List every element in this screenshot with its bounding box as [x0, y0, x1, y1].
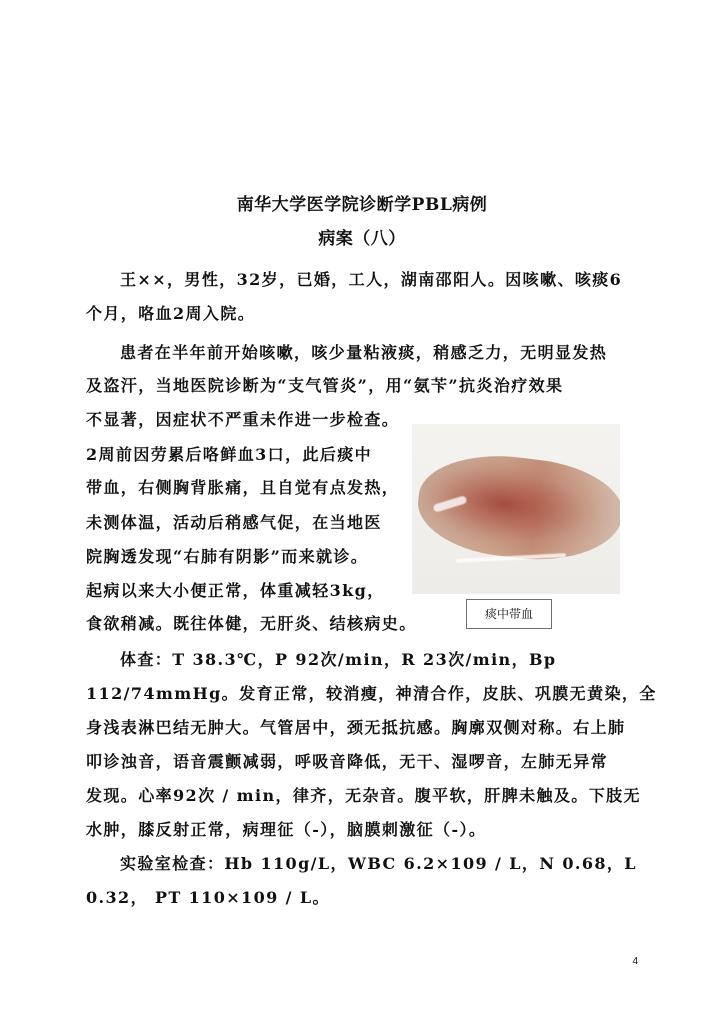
- bloody-sputum-image: [412, 424, 620, 594]
- image-caption: 痰中带血: [466, 599, 552, 629]
- paragraph-line: 王××，男性，32岁，已婚，工人，湖南邵阳人。因咳嗽、咳痰6: [120, 270, 623, 289]
- page-number: 4: [632, 956, 638, 967]
- paragraph-line: 身浅表淋巴结无肿大。气管居中，颈无抵抗感。胸廓双侧对称。右上肺: [86, 718, 626, 737]
- paragraph-line: 带血，右侧胸背胀痛，且自觉有点发热，: [86, 478, 400, 497]
- paragraph-line: 不显著，因症状不严重未作进一步检查。: [86, 410, 400, 429]
- paragraph-line: 食欲稍减。既往体健，无肝炎、结核病史。: [86, 614, 417, 633]
- paragraph-line: 体查：T 38.3℃，P 92次/min，R 23次/min，Bp: [120, 650, 557, 669]
- case-number: 病案（八）: [318, 229, 406, 249]
- paragraph-line: 起病以来大小便正常，体重减轻3kg，: [86, 581, 385, 600]
- paragraph-line: 112/74mmHg。发育正常，较消瘦，神清合作，皮肤、巩膜无黄染，全: [86, 684, 657, 703]
- paragraph-line: 未测体温，活动后稍感气促，在当地医: [86, 513, 382, 532]
- paragraph-line: 0.32， PT 110×109 / L。: [86, 888, 330, 907]
- document-title: 南华大学医学院诊断学PBL病例: [236, 195, 488, 215]
- paragraph-line: 院胸透发现“右肺有阴影”而来就诊。: [86, 547, 369, 566]
- paragraph-line: 个月，咯血2周入院。: [86, 304, 256, 323]
- paragraph-line: 叩诊浊音，语音震颤减弱，呼吸音降低，无干、湿啰音，左肺无异常: [86, 752, 609, 771]
- paragraph-line: 发现。心率92次 / min，律齐，无杂音。腹平软，肝脾未触及。下肢无: [86, 786, 641, 805]
- paragraph-line: 及盗汗，当地医院诊断为“支气管炎”，用“氨苄”抗炎治疗效果: [86, 376, 564, 395]
- paragraph-line: 2周前因劳累后咯鲜血3口，此后痰中: [86, 445, 373, 464]
- paragraph-line: 实验室检查：Hb 110g/L，WBC 6.2×109 / L，N 0.68，L: [120, 854, 637, 873]
- paragraph-line: 患者在半年前开始咳嗽，咳少量粘液痰，稍感乏力，无明显发热: [120, 343, 608, 362]
- paragraph-line: 水肿，膝反射正常，病理征（-），脑膜刺激征（-）。: [86, 820, 487, 839]
